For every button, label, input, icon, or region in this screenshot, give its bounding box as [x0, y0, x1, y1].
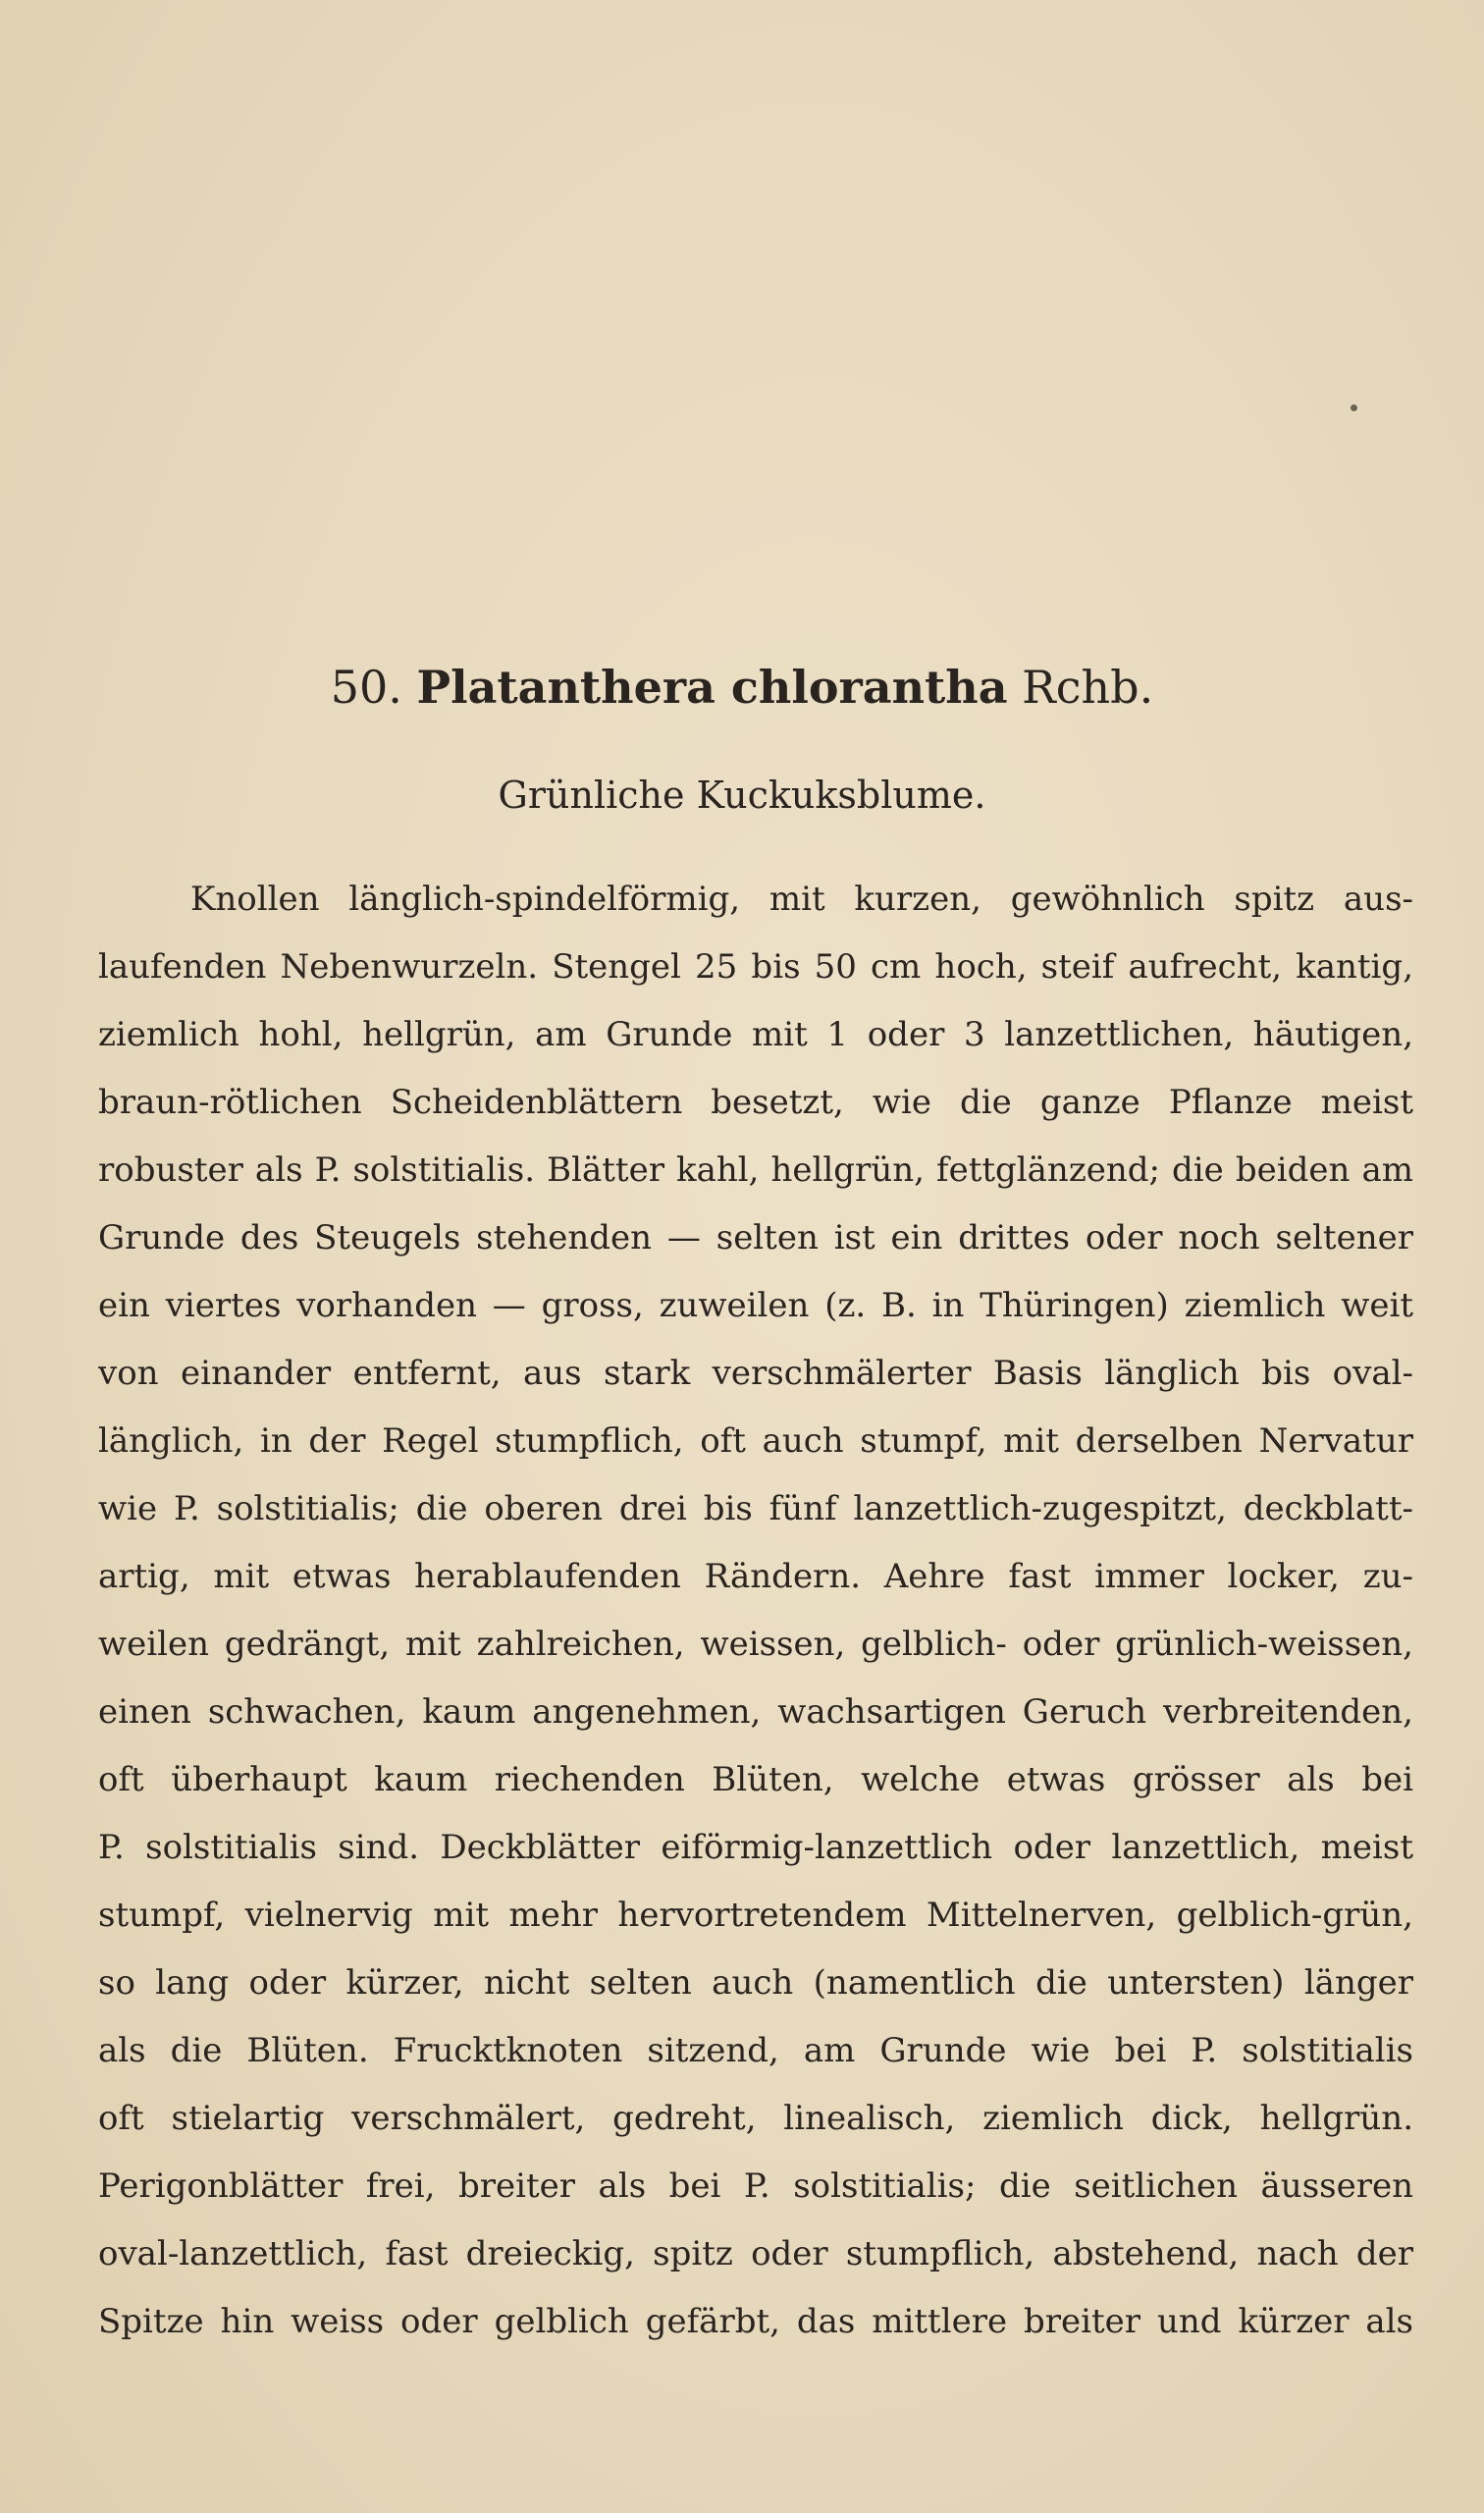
text-line: laufenden Nebenwurzeln. Stengel 25 bis 50 cm hoch, steif aufrecht, kantig, — [98, 947, 1413, 987]
species-heading — [0, 656, 1484, 719]
text-line: braun-rötlichen Scheidenblättern besetzt, wie die ganze Pflanze meist — [98, 1083, 1413, 1122]
text-line: robuster als P. solstitialis. Blätter kahl, hellgrün, fettglänzend; die beiden am — [98, 1150, 1413, 1190]
species-author: Rchb. — [1022, 661, 1154, 714]
text-line: ziemlich hohl, hellgrün, am Grunde mit 1 oder 3 lanzettlichen, häutigen, — [98, 1015, 1413, 1054]
text-line: stumpf, vielnervig mit mehr hervortretendem Mittelnerven, gelblich-grün, — [98, 1896, 1413, 1935]
text-line: wie P. solstitialis; die oberen drei bis fünf lanzettlich-zugespitzt, deckblatt- — [98, 1489, 1413, 1528]
species-name: Platanthera chlorantha — [416, 661, 1008, 714]
text-line: länglich, in der Regel stumpflich, oft auch stumpf, mit derselben Nervatur — [98, 1421, 1413, 1461]
text-line: Spitze hin weiss oder gelblich gefärbt, das mittlere breiter und kürzer als — [98, 2302, 1413, 2341]
text-line: artig, mit etwas herablaufenden Rändern. Aehre fast immer locker, zu- — [98, 1557, 1413, 1596]
text-line: Grunde des Steugels stehenden — selten ist ein drittes oder noch seltener — [98, 1218, 1413, 1257]
paper-speck — [1351, 404, 1357, 411]
text-line: von einander entfernt, aus stark verschmälerter Basis länglich bis oval- — [98, 1354, 1413, 1393]
common-name: Grünliche Kuckuksblume. — [498, 774, 986, 817]
text-line: als die Blüten. Frucktknoten sitzend, am Grunde wie bei P. solstitialis — [98, 2031, 1413, 2070]
text-line: Knollen länglich-spindelförmig, mit kurzen, gewöhnlich spitz aus- — [190, 880, 1413, 919]
text-line: oft überhaupt kaum riechenden Blüten, welche etwas grösser als bei — [98, 1760, 1413, 1799]
text-line: so lang oder kürzer, nicht selten auch (namentlich die untersten) länger — [98, 1963, 1413, 2003]
text-line: Perigonblätter frei, breiter als bei P. solstitialis; die seitlichen äusseren — [98, 2166, 1413, 2206]
text-line: oval-lanzettlich, fast dreieckig, spitz oder stumpflich, abstehend, nach der — [98, 2234, 1413, 2273]
text-line: oft stielartig verschmälert, gedreht, linealisch, ziemlich dick, hellgrün. — [98, 2099, 1413, 2138]
text-line: ein viertes vorhanden — gross, zuweilen (z. B. in Thüringen) ziemlich weit — [98, 1286, 1413, 1325]
text-line: weilen gedrängt, mit zahlreichen, weissen, gelblich- oder grünlich-weissen, — [98, 1625, 1413, 1664]
text-line: P. solstitialis sind. Deckblätter eiförmig-lanzettlich oder lanzettlich, meist — [98, 1828, 1413, 1867]
species-number: 50. — [330, 661, 402, 714]
description-paragraph — [98, 866, 1413, 2356]
text-line: einen schwachen, kaum angenehmen, wachsartigen Geruch verbreitenden, — [98, 1692, 1413, 1732]
